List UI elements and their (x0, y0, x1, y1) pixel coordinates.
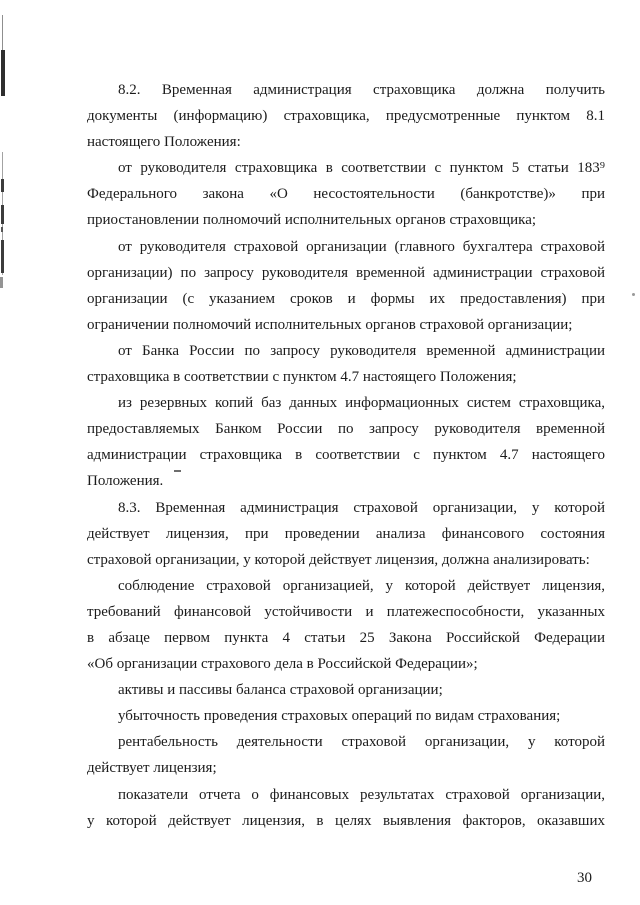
paragraph (87, 677, 605, 703)
paragraph (87, 703, 605, 729)
paragraph (87, 390, 605, 494)
paragraph (87, 155, 605, 233)
text-line: «Об организации страхового дела в Российской Федерации»; (87, 656, 478, 673)
text-line: убыточность проведения страховых операций по видам страхования; (118, 708, 561, 725)
scan-artifact-segment (1, 240, 4, 273)
text-line: требований финансовой устойчивости и платежеспособности, указанных (87, 603, 605, 620)
text-line: показатели отчета о финансовых результатах страховой организации, (118, 786, 605, 803)
scan-artifact-thick-bar (1, 50, 5, 96)
text-line: 8.2. Временная администрация страховщика должна получить (118, 82, 605, 98)
text-line: из резервных копий баз данных информационных систем страховщика, (118, 395, 605, 412)
text-line: организации (с указанием сроков и формы их предоставления) при (87, 290, 605, 307)
paragraph (87, 782, 605, 834)
page-number: 30 (577, 870, 592, 886)
text-line: активы и пассивы баланса страховой организации; (118, 682, 443, 699)
scan-artifact-segment (1, 205, 4, 224)
scan-artifact-dot (632, 293, 635, 296)
text-line: настоящего Положения: (87, 134, 241, 151)
text-line: рентабельность деятельности страховой организации, у которой (118, 734, 605, 751)
text-line: предоставляемых Банком России по запросу руководителя временной (87, 421, 605, 438)
paragraph (87, 234, 605, 338)
text-line: Положения. (87, 473, 164, 490)
text-line: ограничении полномочий исполнительных органов страховой организации; (87, 316, 573, 333)
paragraph (87, 729, 605, 781)
text-line: страховой организации, у которой действует лицензия, должна анализировать: (87, 551, 590, 568)
text-line: в абзаце первом пункта 4 статьи 25 Закона Российской Федерации (87, 629, 605, 646)
text-line: от Банка России по запросу руководителя временной администрации (118, 342, 605, 359)
text-line: от руководителя страховой организации (главного бухгалтера страховой (118, 238, 605, 255)
text-line: администрации страховщика в соответствии с пунктом 4.7 настоящего (87, 447, 605, 464)
paragraph (87, 338, 605, 390)
text-line: у которой действует лицензия, в целях выявления факторов, оказавших (87, 812, 605, 829)
paragraph (87, 573, 605, 677)
text-line: соблюдение страховой организацией, у которой действует лицензия, (118, 577, 605, 594)
text-line: организации) по запросу руководителя временной администрации страховой (87, 264, 605, 281)
text-block (87, 77, 605, 834)
text-line: 8.3. Временная администрация страховой организации, у которой (118, 499, 605, 516)
scan-artifact-thin-line-top (2, 15, 3, 51)
text-line: Федерального закона «О несостоятельности (банкротстве)» при (87, 186, 605, 203)
scan-artifact-segment (1, 227, 3, 232)
text-line: документы (информацию) страховщика, предусмотренные пунктом 8.1 (87, 108, 605, 125)
text-line: от руководителя страховщика в соответствии с пунктом 5 статьи 183⁹ (118, 160, 605, 177)
scan-artifact-segment (1, 179, 4, 192)
text-line: страховщика в соответствии с пунктом 4.7 настоящего Положения; (87, 369, 517, 386)
text-line: действует лицензия, при проведении анализа финансового состояния (87, 525, 605, 542)
scan-artifact-edge-mark (0, 277, 3, 288)
paragraph (87, 77, 605, 155)
paragraph (87, 495, 605, 573)
text-line: приостановлении полномочий исполнительных органов страховщика; (87, 212, 537, 229)
text-line: действует лицензия; (87, 760, 217, 777)
